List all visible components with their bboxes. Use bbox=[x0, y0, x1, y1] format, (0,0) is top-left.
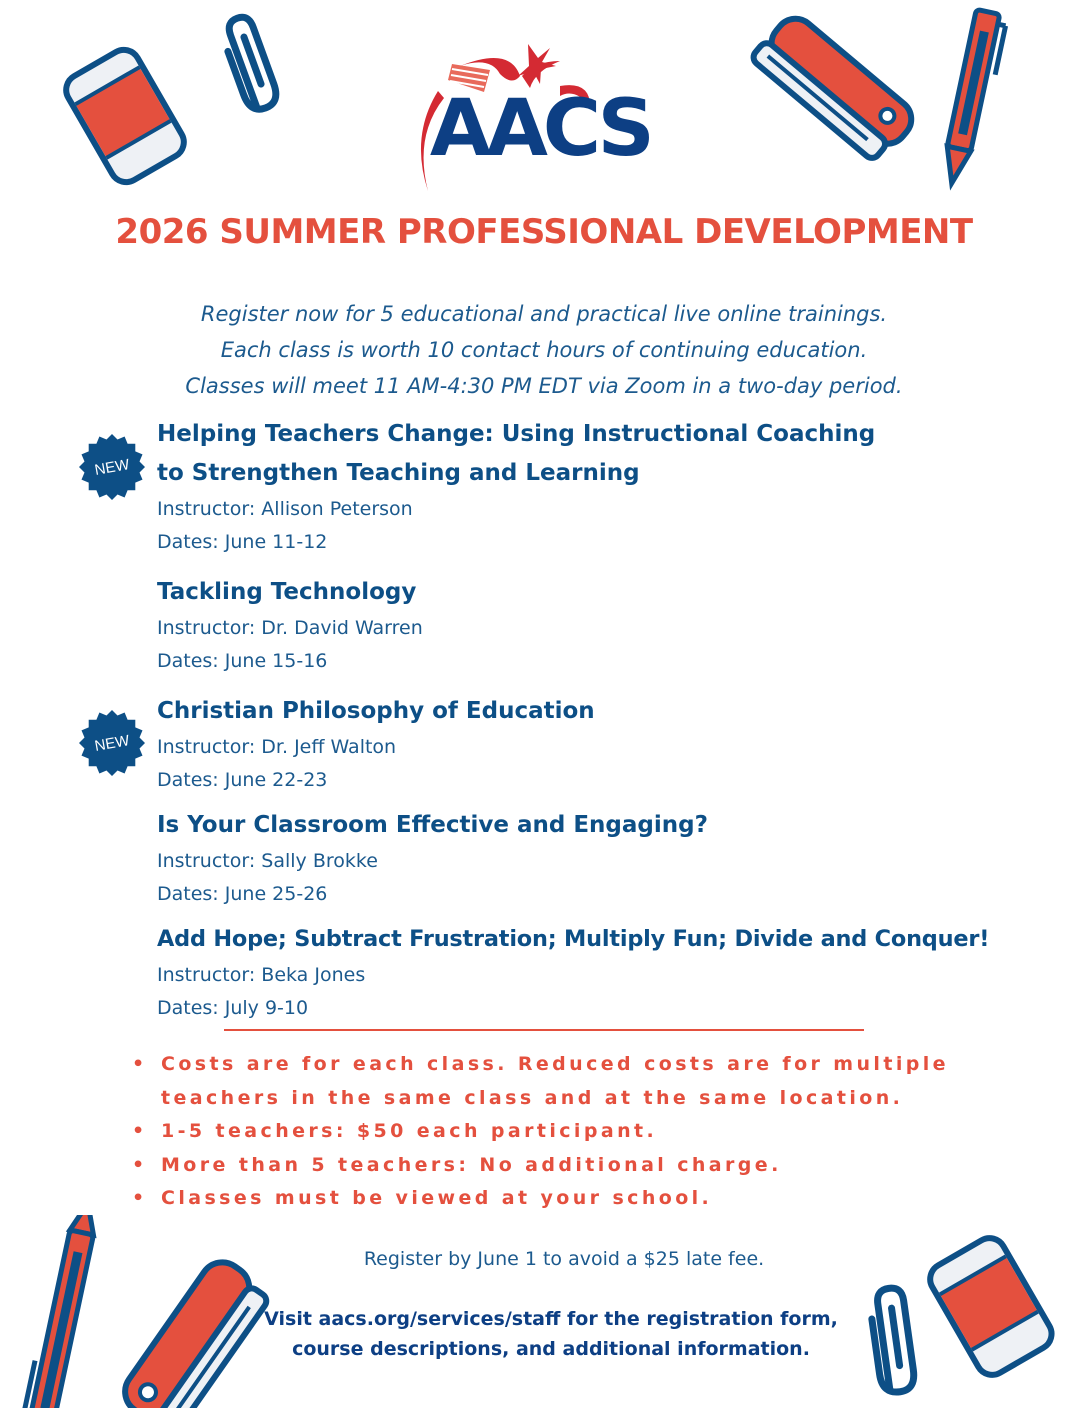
divider bbox=[224, 1029, 864, 1031]
course-instructor: Instructor: Sally Brokke bbox=[157, 850, 378, 872]
new-badge bbox=[79, 710, 145, 776]
cost-note: • 1-5 teachers: $50 each participant. bbox=[132, 1115, 1021, 1149]
cost-notes bbox=[132, 1048, 1021, 1216]
course-title: Tackling Technology bbox=[157, 579, 417, 605]
course-item bbox=[157, 920, 989, 1025]
course-title: to Strengthen Teaching and Learning bbox=[157, 460, 640, 486]
course-dates: Dates: June 22-23 bbox=[157, 769, 328, 791]
course-title: Helping Teachers Change: Using Instructional Coaching bbox=[157, 421, 876, 447]
visit-line: Visit aacs.org/services/staff for the registration form, bbox=[264, 1308, 838, 1330]
course-title: Is Your Classroom Effective and Engaging? bbox=[157, 812, 708, 838]
new-badge-label: NEW bbox=[93, 455, 131, 479]
course-item bbox=[157, 806, 708, 911]
course-dates: Dates: June 25-26 bbox=[157, 883, 328, 905]
course-item bbox=[157, 415, 875, 559]
new-badge-label: NEW bbox=[93, 731, 131, 755]
pen-icon bbox=[930, 0, 1010, 195]
cost-note: • Costs are for each class. Reduced costs are for multiple teachers in the same class and at the same location. bbox=[132, 1048, 1021, 1115]
eraser-icon bbox=[50, 36, 200, 196]
course-item bbox=[157, 573, 423, 678]
course-dates: Dates: June 11-12 bbox=[157, 531, 328, 553]
course-item bbox=[157, 692, 595, 797]
intro-line: Register now for 5 educational and practical live online trainings. bbox=[200, 302, 888, 326]
course-dates: Dates: July 9-10 bbox=[157, 997, 309, 1019]
intro-text bbox=[0, 296, 1088, 404]
intro-line: Classes will meet 11 AM-4:30 PM EDT via Zoom in a two-day period. bbox=[185, 374, 903, 398]
aacs-logo bbox=[400, 36, 690, 196]
course-dates: Dates: June 15-16 bbox=[157, 650, 328, 672]
visit-note bbox=[0, 1304, 1088, 1364]
course-instructor: Instructor: Beka Jones bbox=[157, 964, 366, 986]
course-instructor: Instructor: Dr. Jeff Walton bbox=[157, 736, 397, 758]
course-title: Add Hope; Subtract Frustration; Multiply Fun; Divide and Conquer! bbox=[157, 926, 990, 952]
intro-line: Each class is worth 10 contact hours of continuing education. bbox=[220, 338, 868, 362]
cost-note: • More than 5 teachers: No additional charge. bbox=[132, 1149, 1021, 1183]
new-badge bbox=[79, 434, 145, 500]
course-instructor: Instructor: Dr. David Warren bbox=[157, 617, 423, 639]
paperclip-icon bbox=[212, 10, 292, 120]
logo-wordmark: AACS bbox=[429, 84, 650, 174]
late-fee-note: Register by June 1 to avoid a $25 late fee. bbox=[363, 1248, 765, 1270]
visit-line: course descriptions, and additional information. bbox=[292, 1338, 810, 1360]
course-title: Christian Philosophy of Education bbox=[157, 698, 595, 724]
page-title: 2026 SUMMER PROFESSIONAL DEVELOPMENT bbox=[115, 212, 973, 252]
cost-note: • Classes must be viewed at your school. bbox=[132, 1182, 1021, 1216]
course-instructor: Instructor: Allison Peterson bbox=[157, 498, 413, 520]
stapler-icon bbox=[745, 0, 925, 170]
